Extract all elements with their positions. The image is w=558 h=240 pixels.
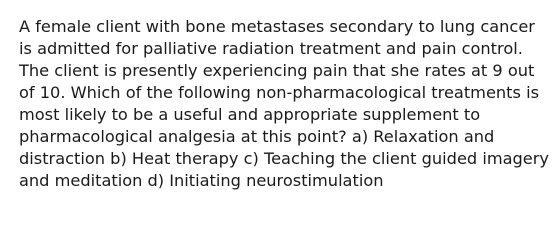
question-text [19,16,549,192]
question-line: most likely to be a useful and appropriate supplement to [19,105,481,124]
question-line: pharmacological analgesia at this point? a) Relaxation and [19,127,495,146]
question-line: is admitted for palliative radiation treatment and pain control. [19,39,523,58]
question-line: The client is presently experiencing pain that she rates at 9 out [19,61,535,80]
question-line: and meditation d) Initiating neurostimulation [19,171,384,190]
question-line: of 10. Which of the following non-pharmacological treatments is [19,83,540,102]
question-line: A female client with bone metastases secondary to lung cancer [19,17,535,36]
question-line: distraction b) Heat therapy c) Teaching the client guided imagery [19,149,549,168]
